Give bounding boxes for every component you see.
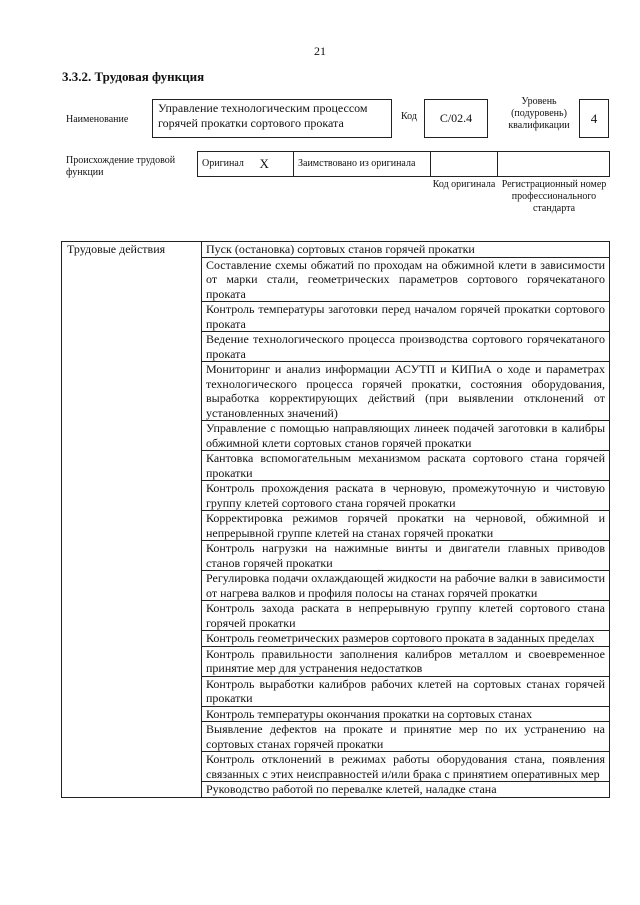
labor-actions-table	[61, 241, 610, 798]
original-code-cell	[431, 152, 498, 177]
section-title: 3.3.2. Трудовая функция	[62, 69, 205, 84]
labor-action-item: Контроль температуры заготовки перед началом горячей прокатки сортового проката	[202, 302, 610, 332]
labor-action-item: Пуск (остановка) сортовых станов горячей прокатки	[202, 242, 610, 258]
labor-action-item: Корректировка режимов горячей прокатки на черновой, обжимной и непрерывной группе клетей на станах горячей прокатки	[202, 511, 610, 541]
labor-action-item: Составление схемы обжатий по проходам на обжимной клети в зависимости от марки стали, геометрических параметров сортового горячекатаного проката	[202, 257, 610, 302]
registration-number-cell	[498, 152, 610, 177]
labor-actions-label: Трудовые действия	[62, 242, 202, 798]
labor-action-item: Контроль нагрузки на нажимные винты и двигатели главных приводов станов горячей прокатки	[202, 541, 610, 571]
labor-action-item: Регулировка подачи охлаждающей жидкости на рабочие валки в зависимости от нагрева валков и профиля полосы на станах горячей прокатки	[202, 571, 610, 601]
name-label: Наименование	[66, 114, 129, 125]
labor-action-item: Мониторинг и анализ информации АСУТП и КИПиА о ходе и параметрах технологического процесса горячей прокатки, состояния оборудования, выработка корректирующих действий (при выявлении отклонений от установленных значений)	[202, 362, 610, 421]
labor-action-item: Управление с помощью направляющих линеек подачей заготовки в калибры обжимной клети сортовых станов горячей прокатки	[202, 421, 610, 451]
labor-action-item: Контроль прохождения раската в черновую, промежуточную и чистовую группу клетей сортового стана горячей прокатки	[202, 481, 610, 511]
labor-action-item: Ведение технологического процесса производства сортового горячекатаного проката	[202, 332, 610, 362]
labor-action-item: Кантовка вспомогательным механизмом раската сортового стана горячей прокатки	[202, 451, 610, 481]
labor-action-item: Контроль геометрических размеров сортового проката в заданных пределах	[202, 631, 610, 647]
labor-action-item: Выявление дефектов на прокате и принятие мер по их устранению на сортовых станах горячей прокатки	[202, 722, 610, 752]
labor-action-item: Контроль захода раската в непрерывную группу клетей сортового стана горячей прокатки	[202, 601, 610, 631]
name-value: Управление технологическим процессом горячей прокатки сортового проката	[152, 99, 392, 138]
labor-action-item: Контроль отклонений в режимах работы оборудования стана, появления связанных с этих неисправностей и/или брака с принятием оперативных мер	[202, 752, 610, 782]
borrowed-label: Заимствовано из оригинала	[294, 152, 431, 177]
labor-action-item: Контроль правильности заполнения калибров металлом и своевременное принятие мер для устранения недостатков	[202, 646, 610, 676]
origin-table	[197, 151, 610, 177]
level-label: Уровень (подуровень) квалификации	[508, 96, 570, 131]
labor-action-item: Контроль температуры окончания прокатки на сортовых станах	[202, 706, 610, 722]
labor-action-item: Контроль выработки калибров рабочих клетей на сортовых станах горячей прокатки	[202, 676, 610, 706]
code-label: Код	[401, 111, 417, 122]
labor-action-item: Руководство работой по перевалке клетей, наладке стана	[202, 782, 610, 798]
level-value: 4	[579, 99, 609, 138]
original-label: Оригинал	[198, 152, 256, 177]
page-number: 21	[314, 44, 326, 58]
code-value: С/02.4	[424, 99, 488, 138]
registration-number-caption: Регистрационный номер профессионального стандарта	[501, 179, 607, 214]
origin-label: Происхождение трудовой функции	[66, 155, 176, 178]
table-row	[62, 242, 610, 258]
original-code-caption: Код оригинала	[432, 179, 496, 190]
original-mark: X	[256, 152, 294, 177]
